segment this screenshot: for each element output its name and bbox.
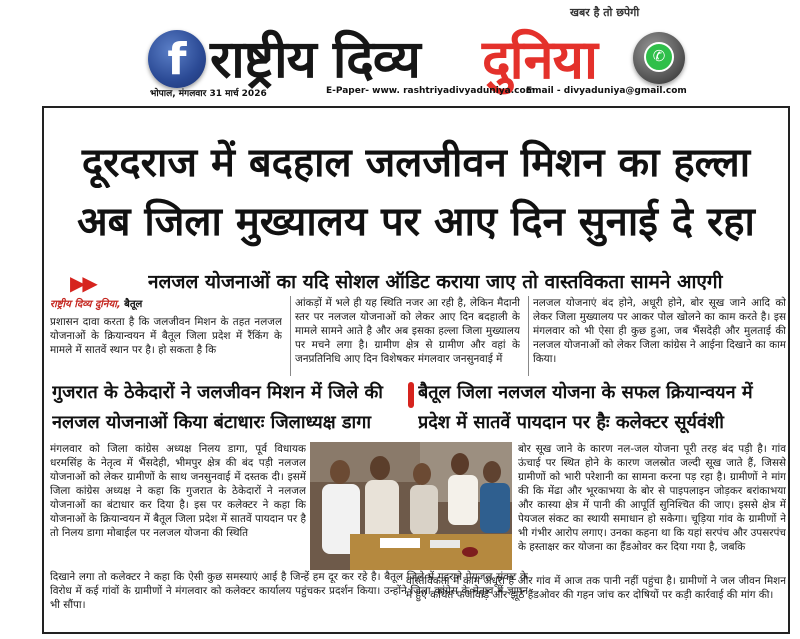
article-column-4: मंगलवार को जिला कांग्रेस अध्यक्ष निलय डागा, पूर्व विधायक धरमसिंह के नेतृत्व में भैंसदेही, भीमपुर क्षेत्र की बंद पड़ी नलजल योजनाओं को लेकर ग्रामीणों के साथ जनसुनवाई में दस्तक दी। इसमें जिला कांग्रेस अध्यक्ष ने कहा कि गुजरात के ठेकेदारों ने नलजल योजनाओं का बंटाधार कर दिया है। इस पर कलेक्टर ने कहा कि योजनाओं के क्रियान्वयन में बैतूल जिला प्रदेश में सातवें पायदान पर है तो निलय डागा मोबाईल पर नलजल योजना की स्थिति bbox=[50, 443, 306, 539]
epaper-link[interactable]: E-Paper- www. rashtriyadivyaduniya.com bbox=[326, 86, 536, 96]
dateline-place: बैतूल bbox=[124, 299, 143, 310]
issue-date: भोपाल, मंगलवार 31 मार्च 2026 bbox=[150, 89, 267, 99]
separator-bar bbox=[408, 382, 414, 408]
tagline: खबर है तो छपेगी bbox=[570, 6, 640, 19]
dateline bbox=[50, 296, 142, 310]
headline-line-1: दूरदराज में बदहाल जलजीवन मिशन का हल्ला bbox=[81, 140, 751, 186]
headline-line-2: अब जिला मुख्यालय पर आए दिन सुनाई दे रहा bbox=[77, 199, 755, 245]
newspaper-title-accent: दुनिया bbox=[482, 28, 597, 91]
article-column-3: नलजल योजनाएं बंद होने, अधूरी होने, बोर सूख जाने आदि को लेकर जिला मुख्यालय पर आकर पोल खोलने का काम करते है। इस मंगलवार को भी ऐसा ही कुछ हुआ, जब भैंसदेही और मुलताई की नलजल योजनाओं को लेकर जिला कांग्रेस ने आईना दिखाने का काम किया। bbox=[528, 296, 786, 376]
dateline-source: राष्ट्रीय दिव्य दुनिया, bbox=[50, 299, 121, 310]
newspaper-title: राष्ट्रीय दिव्य bbox=[210, 30, 420, 90]
article-column-5-continued: वास्तविकता में काम अधूरा है और गांव में आज तक पानी नहीं पहुंचा है। ग्रामीणों ने जल जीवन मिशन में हुए कथित फर्जीवाड़े और झूठे हैंडओवर की गहन जांच कर दोषियों पर कड़ी कार्रवाई की मांग की। bbox=[406, 575, 786, 601]
subheadline: नलजल योजनाओं का यदि सोशल ऑडिट कराया जाए तो वास्तविकता सामने आएगी bbox=[148, 271, 723, 293]
article-column-4-continued: दिखाने लगा तो कलेक्टर ने कहा कि ऐसी कुछ समस्याएं आई है जिन्हें हम दूर कर रहे है। बैतूल जिले में गहराते पेयजल संकट के विरोध में कई गांवों के ग्रामीणों ने मंगलवार को कलेक्टर कार्यालय पहुंचकर प्रदर्शन किया। उन्होंने जिला कांग्रेस के नेतृत्व में ज्ञापन भी सौंपा। bbox=[50, 571, 528, 611]
article-column-5: बोर सूख जाने के कारण नल-जल योजना पूरी तरह बंद पड़ी है। गांव ऊंचाई पर स्थित होने के कारण जलस्रोत जल्दी सूख जाते हैं, जिससे ग्रामीणों को भारी परेशानी का सामना करना पड़ रहा है। ग्रामीणों ने मांग की कि मेंढा और भूरकाभया के बोर से पाइपलाइन जोड़कर बरांकाभया और कास्या क्षेत्र में पानी की आपूर्ति सुनिश्चित की जाए। इससे क्षेत्र में पेयजल संकट का स्थायी समाधान हो सकेगा। चूड़िया गांव के ग्रामीणों ने भी गंभीर आरोप लगाए। उनका कहना था कि यहां सरपंच और उपसरपंच के हस्ताक्षर कर योजना का हैंडओवर कर दिया गया है, जबकि bbox=[518, 443, 786, 553]
masthead-info-strip bbox=[150, 86, 687, 99]
whatsapp-icon[interactable] bbox=[633, 32, 685, 84]
phone-glyph: ✆ bbox=[652, 47, 666, 65]
subhead-congress: गुजरात के ठेकेदारों ने जलजीवन मिशन में जिले की नलजल योजनाओं किया बंटाधारः जिलाध्यक्ष डागा bbox=[52, 382, 383, 433]
arrow-bullet-icon: ▶▶ bbox=[70, 271, 95, 295]
meeting-photo-illustration bbox=[310, 442, 512, 570]
facebook-letter: f bbox=[167, 34, 187, 85]
news-photo bbox=[310, 442, 512, 570]
email-link[interactable]: Email - divyaduniya@gmail.com bbox=[526, 86, 687, 96]
article-column-2: आंकड़ों में भले ही यह स्थिति नजर आ रही है, लेकिन मैदानी स्तर पर नलजल योजनाओं को लेकर आए दिन बदहाली के मामले सामने आते है और अब इसका हल्ला जिला मुख्यालय पर मचने लगा है। ग्रामीण क्षेत्र से ग्रामीण और वहां के जनप्रतिनिधि आए दिन विशेषकर मंगलवार जनसुनवाई में bbox=[290, 296, 520, 376]
subhead-collector: बैतूल जिला नलजल योजना के सफल क्रियान्वयन में प्रदेश में सातवें पायदान पर हैः कलेक्टर सूर्यवंशी bbox=[418, 382, 753, 433]
masthead bbox=[0, 0, 800, 100]
facebook-icon[interactable] bbox=[148, 30, 206, 88]
article-column-1: प्रशासन दावा करता है कि जलजीवन मिशन के तहत नलजल योजनाओं के क्रियान्वयन में बैतूल जिला प्रदेश में रैंकिंग के मामले में सातवें स्थान पर है। हो सकता है कि bbox=[50, 316, 282, 356]
article-frame bbox=[42, 106, 790, 634]
